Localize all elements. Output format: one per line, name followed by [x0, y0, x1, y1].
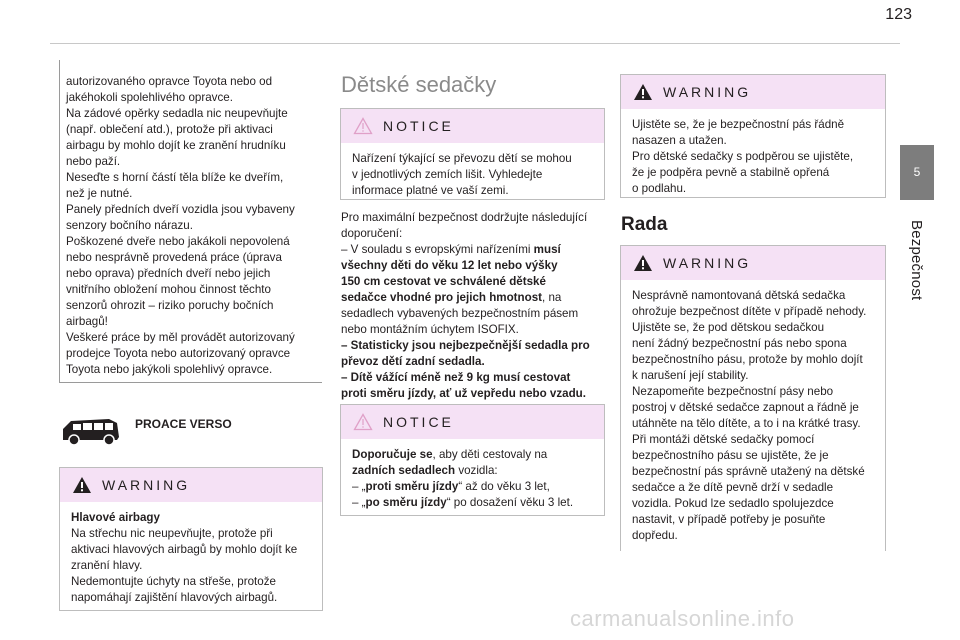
- warning-body: [60, 502, 322, 616]
- text-line: airbagů!: [66, 315, 108, 328]
- text-line: Ujistěte se, že je bezpečnostní pás řádně: [632, 118, 845, 131]
- text-line: Pro maximální bezpečnost dodržujte následující: [341, 211, 588, 224]
- text-line: senzory bočního nárazu.: [66, 219, 193, 232]
- recommendations-text: [341, 210, 603, 402]
- text-line: postroj v dětské sedačce zapnout a řádně je: [632, 401, 859, 414]
- text-line: zadních sedadlech vozidla:: [352, 464, 498, 477]
- text-line: senzorů ohrozit – riziko poruchy bočních: [66, 299, 274, 312]
- text-line: Na zádové opěrky sedadla nic neupevňujte: [66, 107, 288, 120]
- header-rule: [50, 43, 900, 44]
- text-line: sedadlech vybavených bezpečnostním pásem: [341, 307, 579, 320]
- warning-icon: [633, 83, 653, 101]
- warning-body: [621, 109, 885, 207]
- text-line: utáhněte na tělo dítěte, a to i na krátké trasy.: [632, 417, 861, 430]
- vehicle-row: [59, 407, 322, 457]
- text-line: dopředu.: [632, 529, 678, 542]
- warning-box-seatbelt: [620, 74, 886, 198]
- warning-title: WARNING: [102, 477, 191, 493]
- text-line: Veškeré práce by měl provádět autorizovaný: [66, 331, 295, 344]
- text-line: Při montáži dětské sedačky pomocí: [632, 433, 815, 446]
- notice-icon: [353, 117, 373, 135]
- text-line: bezpečnostního pásu se ujistěte, že je: [632, 449, 829, 462]
- notice-header: [341, 405, 604, 439]
- airbag-text-block: [59, 60, 329, 378]
- text-line: nebo montážním úchytem ISOFIX.: [341, 323, 519, 336]
- text-line: nasazen a utažen.: [632, 134, 727, 147]
- text-line: sedačce vhodné pro jejich hmotnost, na: [341, 291, 562, 304]
- warning-icon: [72, 476, 92, 494]
- text-line: Neseďte s horní částí těla blíže ke dveřím,: [66, 171, 284, 184]
- notice-box-rear-seats: [340, 404, 605, 516]
- text-line: zranění hlavy.: [71, 559, 143, 572]
- warning-header: [621, 246, 885, 280]
- text-line: napomáhají zajištění hlavových airbagů.: [71, 591, 278, 604]
- notice-icon: [353, 413, 373, 431]
- vehicle-label: PROACE VERSO: [135, 417, 232, 431]
- text-line: že je podpěra pevně a stabilně opřená: [632, 166, 830, 179]
- warning-icon: [633, 254, 653, 272]
- text-line: nebo nesprávně provedená práce (úprava: [66, 251, 282, 264]
- text-line: airbagu by mohlo dojít ke zranění hrudníku: [66, 139, 286, 152]
- warning-header: [60, 468, 322, 502]
- text-line: doporučení:: [341, 227, 403, 240]
- text-line: prodejce Toyota nebo autorizovaný opravce: [66, 347, 291, 360]
- notice-title: NOTICE: [383, 414, 454, 430]
- text-line: v jednotlivých zemích lišit. Vyhledejte: [352, 168, 543, 181]
- page-number: 123: [885, 6, 912, 23]
- text-line: Nezapomeňte bezpečnostní pásy nebo: [632, 385, 834, 398]
- text-line: Doporučuje se, aby děti cestovaly na: [352, 448, 548, 461]
- notice-header: [341, 109, 604, 143]
- chapter-tab[interactable]: 5: [900, 145, 934, 200]
- text-line: Pro dětské sedačky s podpěrou se ujistěte,: [632, 150, 854, 163]
- text-line: – Statisticky jsou nejbezpečnější sedadla pro: [341, 339, 590, 352]
- text-line: Nesprávně namontovaná dětská sedačka: [632, 289, 846, 302]
- text-line: než je nutné.: [66, 187, 133, 200]
- text-line: – Dítě vážící méně než 9 kg musí cestovat: [341, 371, 571, 384]
- text-line: Nedemontujte úchyty na střeše, protože: [71, 575, 276, 588]
- watermark: carmanualsonline.info: [570, 606, 795, 631]
- text-line: bezpečnostního pásu, protože by mohlo dojít: [632, 353, 863, 366]
- text-line: aktivaci hlavových airbagů by mohlo dojít ke: [71, 543, 298, 556]
- text-line: proti směru jízdy, ať už vepředu nebo vzadu.: [341, 387, 586, 400]
- section-title-advice: Rada: [621, 214, 668, 235]
- text-line: Panely předních dveří vozidla jsou vybaveny: [66, 203, 295, 216]
- text-line: nebo paží.: [66, 155, 121, 168]
- van-icon: [59, 413, 123, 447]
- warning-heading: Hlavové airbagy: [71, 511, 160, 524]
- text-line: informace platné ve vaší zemi.: [352, 184, 509, 197]
- text-line: Ujistěte se, že pod dětskou sedačkou: [632, 321, 825, 334]
- text-line: k narušení její stability.: [632, 369, 749, 382]
- column-divider: [59, 382, 322, 383]
- warning-title: WARNING: [663, 255, 752, 271]
- text-line: bezpečnostní pás správně utažený na dětské: [632, 465, 865, 478]
- notice-title: NOTICE: [383, 118, 454, 134]
- text-line: převoz dětí zadní sedadla.: [341, 355, 485, 368]
- chapter-title: Bezpečnost: [908, 220, 925, 301]
- text-line: nastavit, v případě potřeby je posuňte: [632, 513, 826, 526]
- text-line: ohrožuje bezpečnost dítěte v případě nehody.: [632, 305, 867, 318]
- text-line: nebo oprava) předních dveří nebo jejich: [66, 267, 271, 280]
- text-line: jakéhokoli spolehlivého opravce.: [66, 91, 233, 104]
- text-line: 150 cm cestovat ve schválené dětské: [341, 275, 546, 288]
- warning-box-installation: [620, 245, 886, 551]
- section-title-child-seats: Dětské sedačky: [341, 72, 497, 97]
- warning-body: [621, 280, 885, 554]
- notice-body: [341, 143, 604, 209]
- notice-body: [341, 439, 604, 521]
- text-line: vozidla. Pokud lze sedadlo spolujezdce: [632, 497, 834, 510]
- text-line: o podlahu.: [632, 182, 687, 195]
- warning-title: WARNING: [663, 84, 752, 100]
- text-line: Na střechu nic neupevňujte, protože při: [71, 527, 273, 540]
- text-line: Poškozené dveře nebo jakákoli nepovolená: [66, 235, 290, 248]
- text-line: není žádný bezpečnostní pás nebo spona: [632, 337, 847, 350]
- text-line: – V souladu s evropskými nařízeními musí: [341, 243, 561, 256]
- text-line: sedačce a že dítě pevně drží v sedadle: [632, 481, 834, 494]
- text-line: autorizovaného opravce Toyota nebo od: [66, 75, 273, 88]
- warning-box-head-airbags: [59, 467, 323, 611]
- text-line: vnitřního obložení mohou činnost těchto: [66, 283, 271, 296]
- text-line: – „proti směru jízdy“ až do věku 3 let,: [352, 480, 550, 493]
- text-line: Toyota nebo jakýkoli spolehlivý opravce.: [66, 363, 273, 376]
- text-line: Nařízení týkající se převozu dětí se mohou: [352, 152, 572, 165]
- text-line: – „po směru jízdy“ po dosažení věku 3 let.: [352, 496, 574, 509]
- text-line: (např. oblečení atd.), protože při aktivaci: [66, 123, 273, 136]
- warning-header: [621, 75, 885, 109]
- notice-box-regulations: [340, 108, 605, 200]
- text-line: všechny děti do věku 12 let nebo výšky: [341, 259, 558, 272]
